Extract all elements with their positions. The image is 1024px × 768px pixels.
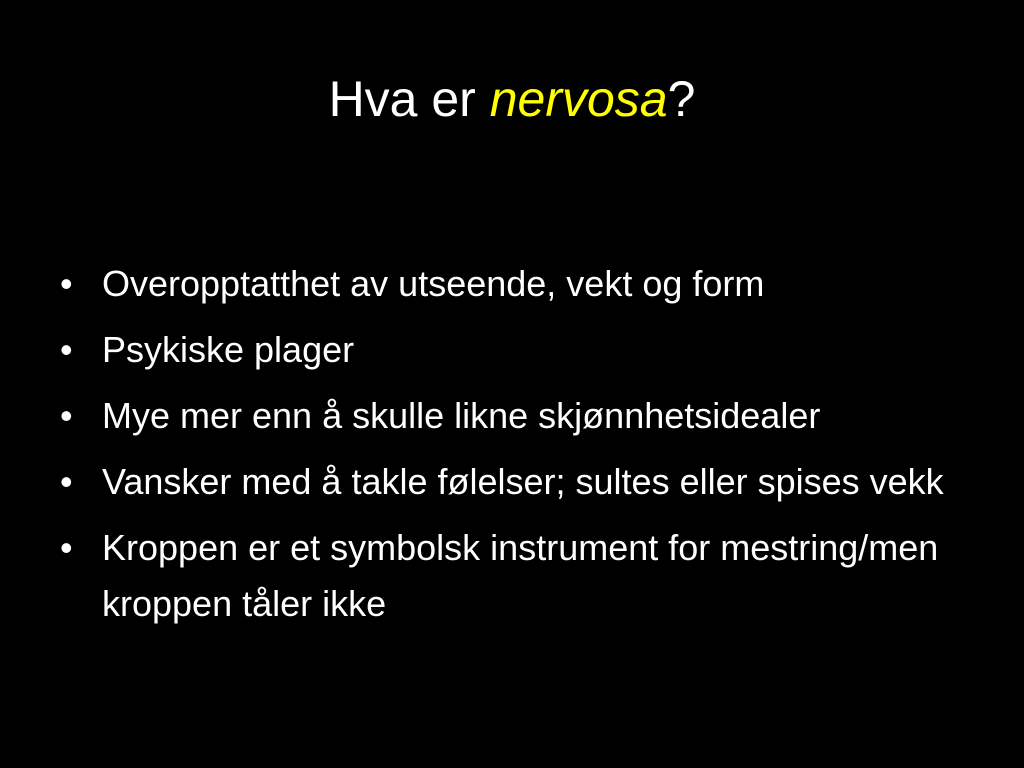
- bullet-dot: •: [60, 461, 73, 502]
- bullet-list: [60, 256, 960, 642]
- bullet-dot: •: [60, 263, 73, 304]
- bullet-item: [60, 454, 960, 510]
- bullet-text: Mye mer enn å skulle likne skjønnhetsidealer: [102, 395, 821, 436]
- bullet-text: Vansker med å takle følelser; sultes eller spises vekk: [102, 461, 944, 502]
- bullet-item: [60, 256, 960, 312]
- title-prefix: Hva er: [328, 71, 490, 127]
- title-highlight: nervosa: [489, 71, 668, 127]
- bullet-dot: •: [60, 329, 73, 370]
- bullet-text: Overopptatthet av utseende, vekt og form: [102, 263, 765, 304]
- bullet-item: [60, 322, 960, 378]
- bullet-dot: •: [60, 395, 73, 436]
- bullet-text: Psykiske plager: [102, 329, 355, 370]
- bullet-text: Kroppen er et symbolsk instrument for mestring/men kroppen tåler ikke: [102, 527, 939, 624]
- bullet-item: [60, 388, 960, 444]
- bullet-item: [60, 520, 960, 632]
- slide-title: [0, 64, 1024, 134]
- title-suffix: ?: [667, 71, 696, 127]
- bullet-dot: •: [60, 527, 73, 568]
